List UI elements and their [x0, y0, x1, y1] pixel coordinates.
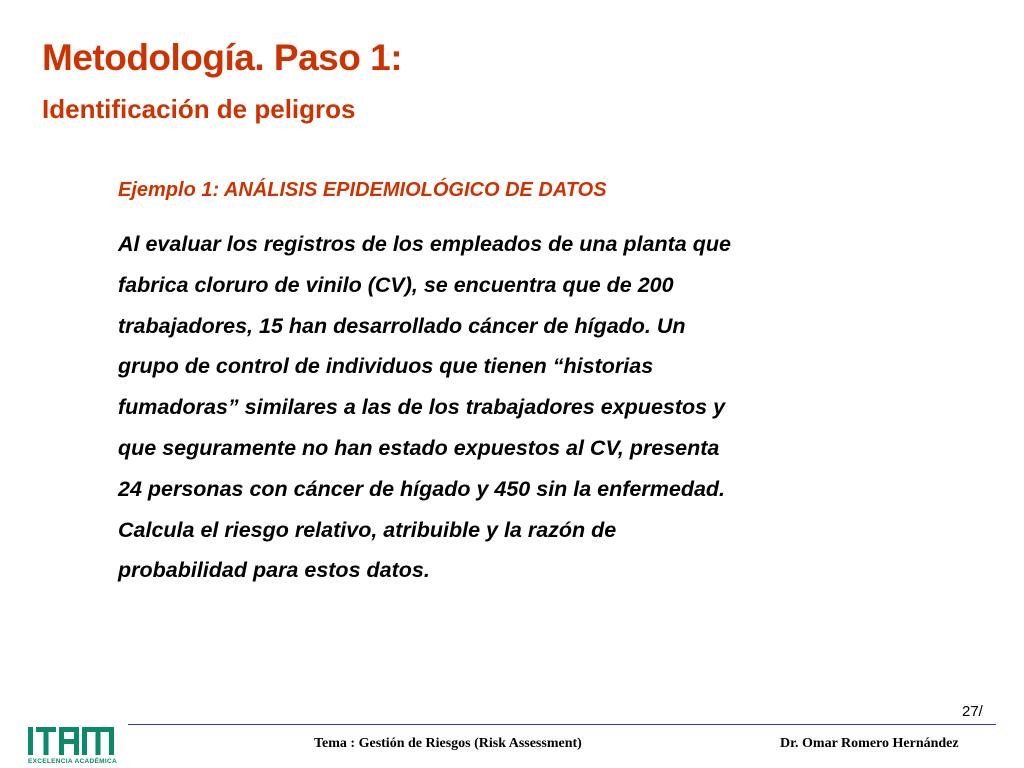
slide-title: Metodología. Paso 1: [42, 37, 403, 78]
body-line: grupo de control de individuos que tienen “historias [118, 354, 654, 379]
body-line: fumadoras” similares a las de los trabajadores expuestos y [118, 395, 726, 420]
body-line: Calcula el riesgo relativo, atribuible y la razón de [118, 517, 617, 542]
slide-subtitle: Identificación de peligros [42, 94, 356, 124]
footer-topic: Tema : Gestión de Riesgos (Risk Assessment) [314, 736, 582, 751]
body-line: fabrica cloruro de vinilo (CV), se encuentra que de 200 [118, 272, 674, 297]
body-line: Al evaluar los registros de los empleados de una planta que [118, 232, 731, 256]
footer-author: Dr. Omar Romero Hernández [780, 736, 959, 751]
example-body-text [118, 224, 948, 591]
page-number: 27/ [962, 703, 983, 720]
logo-tagline: EXCELENCIA ACADÉMICA [28, 758, 117, 765]
body-line: que seguramente no han estado expuestos al CV, presenta [118, 435, 720, 460]
body-line: 24 personas con cáncer de hígado y 450 sin la enfermedad. [118, 476, 726, 501]
body-line: trabajadores, 15 han desarrollado cáncer de hígado. Un [118, 313, 686, 338]
footer-divider [128, 724, 996, 725]
example-heading: Ejemplo 1: ANÁLISIS EPIDEMIOLÓGICO DE DATOS [118, 179, 607, 201]
body-line: probabilidad para estos datos. [118, 558, 430, 583]
